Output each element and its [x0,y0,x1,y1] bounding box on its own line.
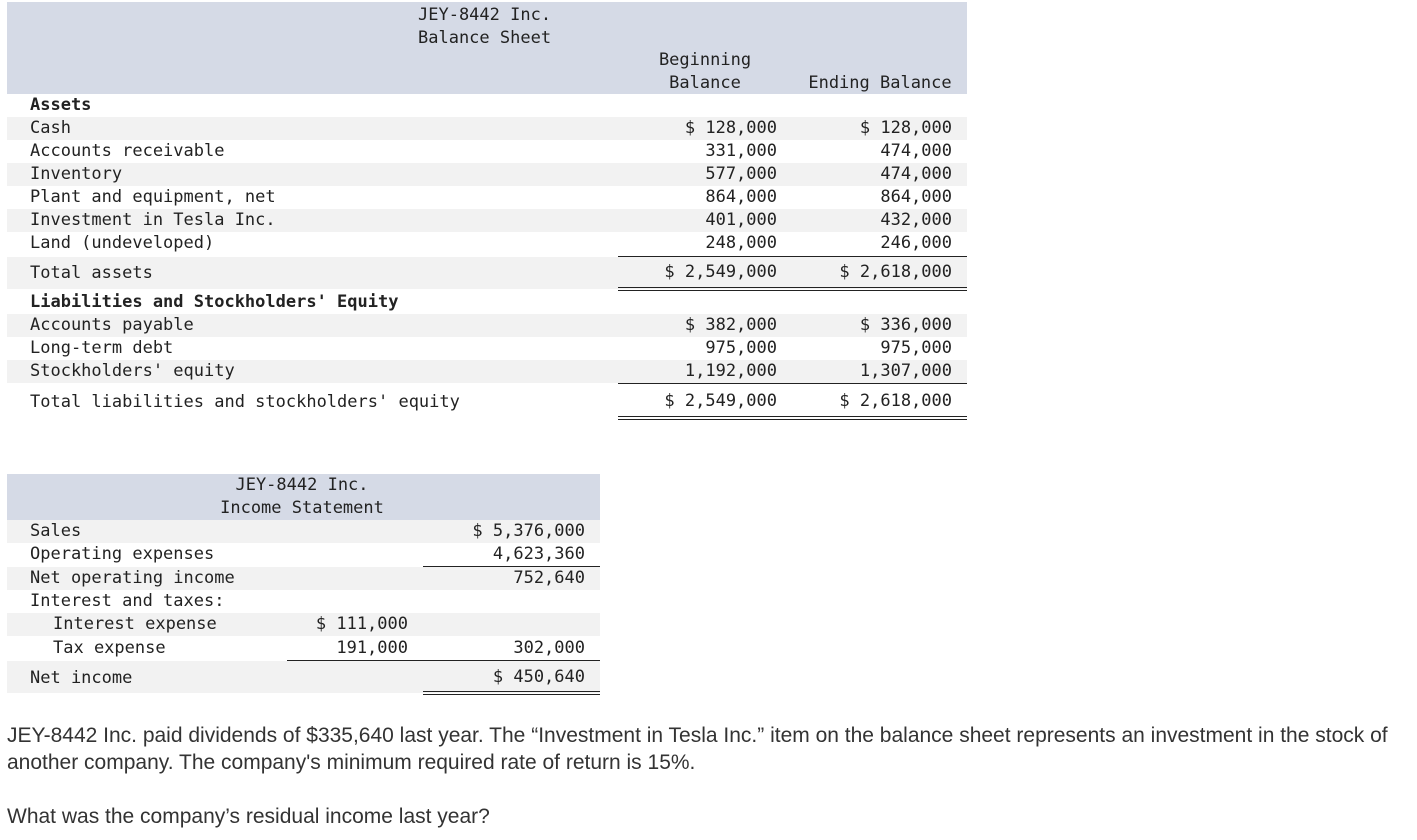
ending-value: $ 2,618,000 [839,262,952,282]
column-header-ending-balance: Ending Balance [808,73,952,93]
balance-sheet-title [418,4,551,50]
table-row [7,543,600,566]
liabilities-heading-row [7,291,967,314]
row-label: Cash [30,118,71,138]
row-label: Land (undeveloped) [30,233,215,253]
column-header-beginning-balance: Beginning Balance [658,50,752,93]
beginning-value: 1,192,000 [684,361,777,381]
total-value: $ 5,376,000 [472,521,585,541]
total-liabilities-row [7,386,967,416]
question-paragraph: JEY-8442 Inc. paid dividends of $335,640 last year. The “Investment in Tesla Inc.” item on the balance sheet represents an investment in the stock of another company. The company's minimum required rate of return is 15%. [7,724,1388,774]
total-assets-row [7,257,967,289]
subtotal-rule [793,383,967,384]
balance-sheet-title-text: Balance Sheet [418,28,552,48]
balance-sheet [0,0,970,430]
table-row [7,337,967,360]
total-rule [793,416,967,420]
table-row [7,360,967,383]
table-row [7,567,600,590]
beginning-value: 864,000 [705,187,777,207]
ending-value: 246,000 [880,233,952,253]
ending-value: 432,000 [880,210,952,230]
ending-value: $ 336,000 [859,315,952,335]
income-statement-header [7,474,600,520]
income-statement-title-text: Income Statement [220,498,384,518]
subtotal-rule [618,383,793,384]
row-label: Plant and equipment, net [30,187,276,207]
table-row [7,590,600,613]
table-row [7,613,600,636]
total-value: 752,640 [513,568,585,588]
detail-value: $ 111,000 [315,614,408,634]
row-label: Total assets [30,263,153,283]
ending-value: 975,000 [880,338,952,358]
beginning-value: $ 382,000 [684,315,777,335]
row-label: Net operating income [30,568,235,588]
net-income-row [7,661,600,693]
balance-sheet-company: JEY-8442 Inc. [418,5,552,25]
income-statement-title [207,474,397,520]
row-label: Interest and taxes: [30,591,225,611]
row-label: Net income [30,668,133,688]
table-row [7,637,600,660]
row-label: Accounts receivable [30,141,225,161]
row-label: Inventory [30,164,123,184]
beginning-value: 577,000 [705,164,777,184]
row-label: Operating expenses [30,544,215,564]
ending-value: 864,000 [880,187,952,207]
assets-heading-row [7,94,967,117]
beginning-value: 248,000 [705,233,777,253]
table-row [7,209,967,232]
beginning-value: 975,000 [705,338,777,358]
ending-value: 1,307,000 [859,361,952,381]
row-label: Accounts payable [30,315,194,335]
question-text [7,722,1412,830]
table-row [7,186,967,209]
row-label: Long-term debt [30,338,174,358]
table-row [7,163,967,186]
ending-value: $ 2,618,000 [839,391,952,411]
beginning-value: $ 2,549,000 [664,262,777,282]
ending-value: 474,000 [880,164,952,184]
row-label: Investment in Tesla Inc. [30,210,276,230]
total-value: 4,623,360 [492,544,585,564]
total-rule [618,416,793,420]
beginning-value: 331,000 [705,141,777,161]
table-row [7,140,967,163]
row-label: Tax expense [53,638,166,658]
beginning-value: $ 128,000 [684,118,777,138]
row-label: Total liabilities and stockholders' equity [30,392,460,412]
liabilities-heading: Liabilities and Stockholders' Equity [30,292,399,312]
row-label: Stockholders' equity [30,361,235,381]
row-label: Sales [30,521,82,541]
total-value: $ 450,640 [492,667,585,687]
table-row [7,117,967,140]
ending-value: 474,000 [880,141,952,161]
income-statement-company: JEY-8442 Inc. [235,475,369,495]
question-prompt: What was the company’s residual income last year? [7,805,490,828]
total-rule [423,691,600,695]
table-row [7,314,967,337]
row-label: Interest expense [53,614,217,634]
beginning-value: 401,000 [705,210,777,230]
ending-value: $ 128,000 [859,118,952,138]
table-row [7,232,967,255]
assets-heading: Assets [30,95,92,115]
total-value: 302,000 [513,638,585,658]
beginning-value: $ 2,549,000 [664,391,777,411]
table-row [7,520,600,543]
detail-value: 191,000 [336,638,408,658]
